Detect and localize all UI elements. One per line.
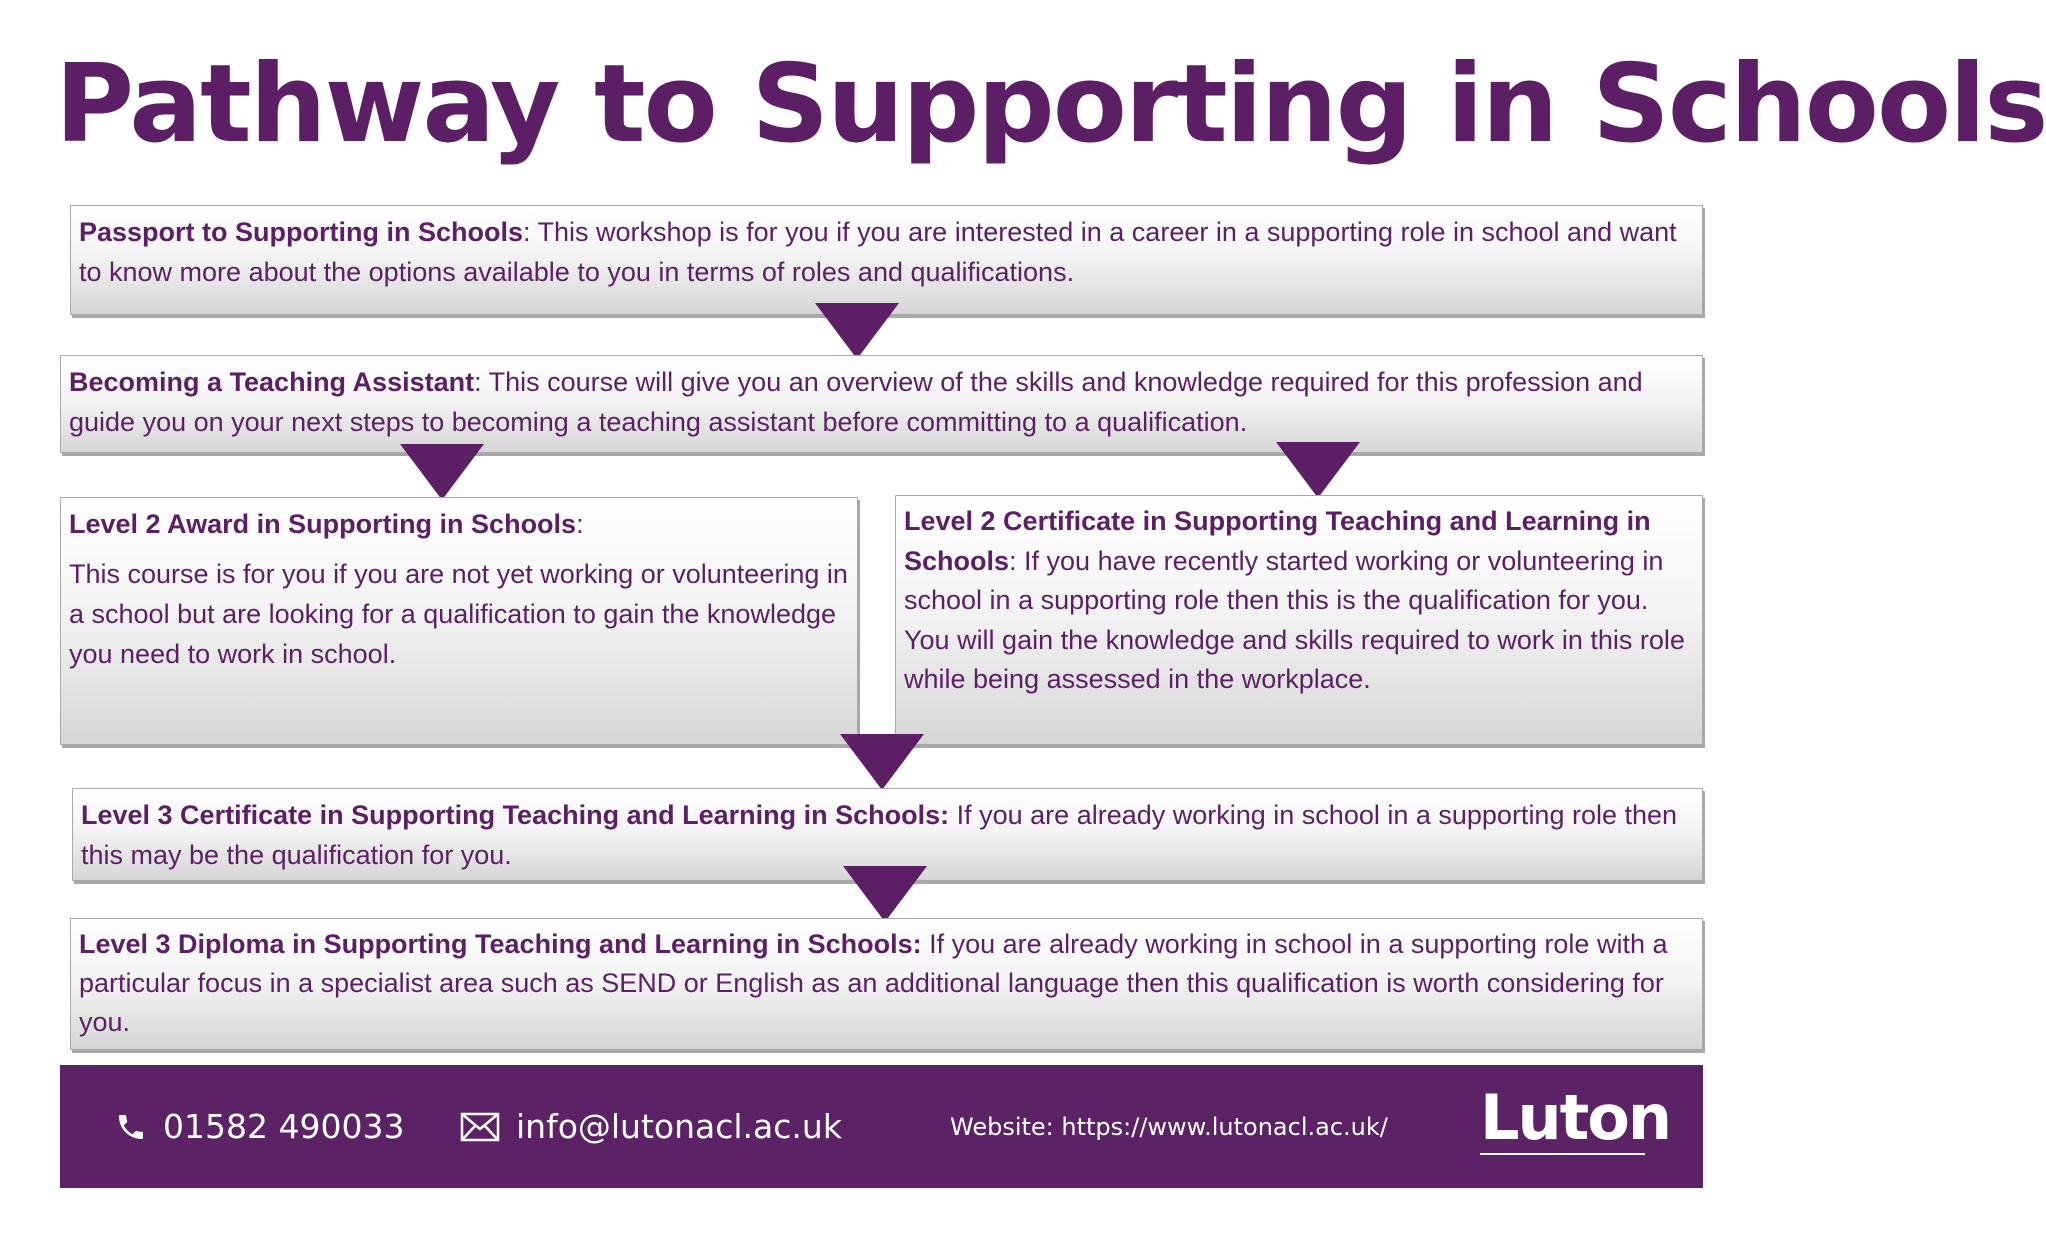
- phone-number: 01582 490033: [163, 1107, 405, 1146]
- down-arrow-icon: [843, 866, 927, 922]
- phone-contact[interactable]: [115, 1065, 404, 1188]
- luton-logo: Luton: [1480, 1081, 1671, 1154]
- level2-award-box: [60, 497, 858, 745]
- level3-certificate-text: If you are already working in school in a supporting role then this may be the qualification for you.: [81, 800, 1678, 870]
- teaching-assistant-heading: Becoming a Teaching Assistant: [69, 367, 475, 397]
- down-arrow-icon: [1276, 442, 1360, 498]
- page-title: Pathway to Supporting in Schools: [55, 42, 2046, 167]
- level2-certificate-box: [895, 495, 1703, 745]
- down-arrow-icon: [400, 444, 484, 500]
- level2-certificate-heading: Level 2 Certificate in Supporting Teaching and Learning in Schools: [904, 506, 1651, 576]
- teaching-assistant-box: [60, 355, 1703, 453]
- teaching-assistant-text: : This course will give you an overview of the skills and knowledge required for this profession and guide you on your next steps to becoming a teaching assistant before committing to a qualification.: [69, 367, 1643, 437]
- level3-diploma-text: If you are already working in school in a supporting role with a particular focus in a specialist area such as SEND or English as an additional language then this qualification is worth considering for you.: [79, 929, 1668, 1037]
- level2-award-heading: Level 2 Award in Supporting in Schools: [69, 509, 577, 539]
- phone-icon: [115, 1111, 147, 1143]
- level2-certificate-text: : If you have recently started working or volunteering in school in a supporting role then this is the qualification for you. You will gain the knowledge and skills required to work in this role while being assessed in the workplace.: [904, 545, 1685, 694]
- down-arrow-icon: [840, 734, 924, 790]
- level3-certificate-heading: Level 3 Certificate in Supporting Teaching and Learning in Schools:: [81, 800, 950, 830]
- passport-text: : This workshop is for you if you are interested in a career in a supporting role in school and want to know more about the options available to you in terms of roles and qualifications.: [79, 217, 1677, 287]
- passport-box: [70, 205, 1703, 315]
- down-arrow-icon: [815, 303, 899, 359]
- envelope-icon: [460, 1112, 500, 1142]
- website-link[interactable]: Website: https://www.lutonacl.ac.uk/: [950, 1112, 1388, 1141]
- passport-heading: Passport to Supporting in Schools: [79, 217, 524, 247]
- contact-footer: [60, 1065, 1703, 1188]
- email-contact[interactable]: [460, 1065, 842, 1188]
- level2-award-text: :: [576, 509, 584, 539]
- email-address: info@lutonacl.ac.uk: [516, 1107, 842, 1146]
- level3-diploma-heading: Level 3 Diploma in Supporting Teaching and Learning in Schools:: [79, 929, 922, 959]
- level3-diploma-box: [70, 918, 1703, 1050]
- level2-award-description: This course is for you if you are not yet working or volunteering in a school but are looking for a qualification to gain the knowledge you need to work in school.: [69, 559, 848, 669]
